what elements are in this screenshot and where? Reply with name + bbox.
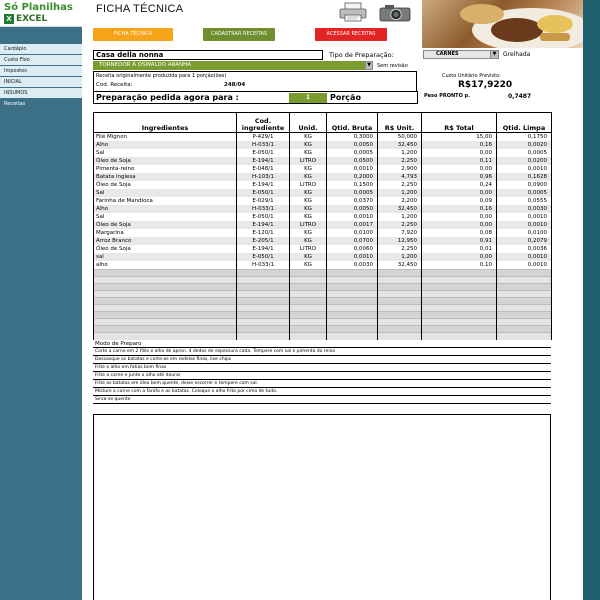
empty-cell[interactable] [497, 291, 552, 298]
empty-cell[interactable] [327, 305, 378, 312]
cell-rs-unit[interactable]: 2,250 [378, 157, 422, 165]
cell-qtid-bruta[interactable]: 0,0010 [327, 253, 378, 261]
cell-ingrediente[interactable]: Arroz Branco [94, 237, 237, 245]
table-row[interactable] [94, 229, 552, 237]
empty-table-row[interactable] [94, 326, 552, 333]
cell-ingrediente[interactable]: Filé Mignon [94, 133, 237, 142]
table-row[interactable] [94, 253, 552, 261]
empty-table-row[interactable] [94, 277, 552, 284]
empty-cell[interactable] [290, 298, 327, 305]
empty-cell[interactable] [422, 312, 497, 319]
empty-cell[interactable] [378, 319, 422, 326]
cell-qtid-limpa[interactable]: 0,0010 [497, 253, 552, 261]
empty-cell[interactable] [378, 333, 422, 340]
cell-qtid-bruta[interactable]: 0,0700 [327, 237, 378, 245]
cell-qtid-limpa[interactable]: 0,0010 [497, 213, 552, 221]
empty-cell[interactable] [94, 284, 237, 291]
cell-qtid-bruta[interactable]: 0,0100 [327, 229, 378, 237]
prep-method-value: Grelhada [503, 51, 531, 58]
empty-cell[interactable] [497, 305, 552, 312]
cell-rs-unit[interactable]: 32,450 [378, 141, 422, 149]
cell-rs-total[interactable]: 0,00 [422, 213, 497, 221]
empty-cell[interactable] [290, 305, 327, 312]
cell-unidade[interactable]: KG [290, 261, 327, 270]
cell-rs-unit[interactable]: 2,200 [378, 197, 422, 205]
cell-qtid-limpa[interactable]: 0,0010 [497, 221, 552, 229]
empty-cell[interactable] [237, 319, 290, 326]
cell-codigo[interactable]: E-050/1 [237, 189, 290, 197]
cell-rs-total[interactable]: 0,00 [422, 189, 497, 197]
prep-method-title: Modo de Preparo [93, 340, 551, 348]
logo-text-line2 [4, 14, 47, 24]
cell-unidade[interactable]: KG [290, 205, 327, 213]
column-header-unid: Unid. [290, 113, 327, 133]
cell-codigo[interactable]: H-103/1 [237, 173, 290, 181]
cell-qtid-bruta[interactable]: 0,0060 [327, 245, 378, 253]
cell-unidade[interactable]: KG [290, 213, 327, 221]
prep-method-section [93, 340, 551, 404]
yield-label: Receita originalmente produzida para 1 porção(ões) [96, 73, 227, 79]
cell-rs-total[interactable]: 0,10 [422, 261, 497, 270]
cell-qtid-bruta[interactable]: 0,0370 [327, 197, 378, 205]
empty-cell[interactable] [237, 270, 290, 277]
empty-table-row[interactable] [94, 298, 552, 305]
empty-cell[interactable] [237, 284, 290, 291]
cell-ingrediente[interactable]: Sal [94, 189, 237, 197]
cell-ingrediente[interactable]: Óleo de Soja [94, 181, 237, 189]
table-row[interactable] [94, 213, 552, 221]
cell-codigo[interactable]: H-033/1 [237, 141, 290, 149]
cell-rs-total[interactable]: 0,00 [422, 149, 497, 157]
cell-unidade[interactable]: KG [290, 229, 327, 237]
logo-excel-label: EXCEL [16, 14, 48, 24]
cell-qtid-bruta[interactable]: 0,0050 [327, 141, 378, 149]
empty-cell[interactable] [497, 298, 552, 305]
cell-unidade[interactable]: KG [290, 149, 327, 157]
empty-cell[interactable] [378, 277, 422, 284]
cell-codigo[interactable]: E-194/1 [237, 181, 290, 189]
empty-cell[interactable] [378, 291, 422, 298]
sidebar-nav [0, 44, 82, 110]
cell-rs-unit[interactable]: 2,250 [378, 221, 422, 229]
dish-photo [422, 0, 583, 48]
logo-text-line1: Só Planilhas [4, 2, 73, 13]
cell-qtid-bruta[interactable]: 0,0005 [327, 189, 378, 197]
unit-cost-label: Custo Unitário Previsto: [442, 73, 501, 79]
column-header-qtid-limpa: Qtid. Limpa [497, 113, 552, 133]
ficha-tecnica-button[interactable]: FICHA TÉCNICA [93, 28, 173, 41]
cell-qtid-limpa[interactable]: 0,1750 [497, 133, 552, 142]
empty-cell[interactable] [327, 326, 378, 333]
cell-codigo[interactable]: E-050/1 [237, 253, 290, 261]
empty-cell[interactable] [290, 277, 327, 284]
table-row[interactable] [94, 261, 552, 270]
portion-label: Porção [330, 93, 361, 102]
sidebar-item-receitas[interactable]: Receitas [0, 99, 82, 110]
empty-cell[interactable] [327, 277, 378, 284]
table-row[interactable] [94, 237, 552, 245]
cell-qtid-limpa[interactable]: 0,0030 [497, 205, 552, 213]
empty-cell[interactable] [327, 312, 378, 319]
cell-codigo[interactable]: E-050/1 [237, 213, 290, 221]
review-note: Sem revisão [377, 63, 408, 69]
cell-unidade[interactable]: KG [290, 165, 327, 173]
cell-unidade[interactable]: LITRO [290, 221, 327, 229]
empty-cell[interactable] [290, 312, 327, 319]
empty-cell[interactable] [237, 298, 290, 305]
cell-qtid-bruta[interactable]: 0,0010 [327, 213, 378, 221]
empty-cell[interactable] [378, 305, 422, 312]
empty-cell[interactable] [290, 270, 327, 277]
cell-ingrediente[interactable]: Pimenta-reino [94, 165, 237, 173]
empty-cell[interactable] [237, 291, 290, 298]
cell-codigo[interactable]: H-033/1 [237, 205, 290, 213]
empty-cell[interactable] [378, 326, 422, 333]
cell-unidade[interactable]: KG [290, 189, 327, 197]
cell-qtid-limpa[interactable]: 0,1628 [497, 173, 552, 181]
cell-qtid-limpa[interactable]: 0,0010 [497, 165, 552, 173]
cell-unidade[interactable]: KG [290, 133, 327, 142]
cell-rs-total[interactable]: 0,16 [422, 205, 497, 213]
acessar-receitas-button[interactable]: ACESSAR RECEITAS [315, 28, 387, 41]
empty-cell[interactable] [422, 305, 497, 312]
cell-rs-total[interactable]: 15,00 [422, 133, 497, 142]
cell-qtid-limpa[interactable]: 0,0005 [497, 149, 552, 157]
unit-cost-value: R$17,9220 [458, 80, 513, 90]
cell-qtid-limpa[interactable]: 0,0036 [497, 245, 552, 253]
empty-cell[interactable] [237, 277, 290, 284]
prep-step[interactable]: Frite o alho em fatias bem finas [93, 364, 551, 372]
cell-ingrediente[interactable]: sal [94, 253, 237, 261]
prep-step[interactable]: Frite as batatas em óleo bem quente, deixe escorrer e tempere com sal. [93, 380, 551, 388]
empty-cell[interactable] [378, 298, 422, 305]
cell-rs-total[interactable]: 0,96 [422, 173, 497, 181]
ready-weight-value: 0,7487 [508, 93, 532, 100]
cell-codigo[interactable]: E-050/1 [237, 149, 290, 157]
page-title: FICHA TÉCNICA [96, 3, 184, 15]
cell-qtid-bruta[interactable]: 0,0017 [327, 221, 378, 229]
empty-cell[interactable] [237, 312, 290, 319]
prep-step[interactable]: Frite a carne e junte o alho até dourar [93, 372, 551, 380]
table-row[interactable] [94, 149, 552, 157]
empty-cell[interactable] [497, 319, 552, 326]
empty-cell[interactable] [94, 326, 237, 333]
cell-rs-total[interactable]: 0,11 [422, 157, 497, 165]
cell-qtid-bruta[interactable]: 0,0010 [327, 165, 378, 173]
table-row[interactable] [94, 173, 552, 181]
empty-cell[interactable] [290, 291, 327, 298]
chevron-down-icon[interactable]: ▼ [490, 50, 499, 59]
empty-cell[interactable] [94, 291, 237, 298]
cell-unidade[interactable]: LITRO [290, 181, 327, 189]
cell-qtid-limpa[interactable]: 0,0555 [497, 197, 552, 205]
empty-table-row[interactable] [94, 291, 552, 298]
empty-cell[interactable] [327, 319, 378, 326]
empty-cell[interactable] [94, 319, 237, 326]
prep-type-select[interactable]: CARNES [423, 50, 499, 59]
cell-qtid-limpa[interactable]: 0,0010 [497, 261, 552, 270]
cell-ingrediente[interactable]: alho [94, 261, 237, 270]
cadastrar-receitas-button[interactable]: CADASTRAR RECEITAS [203, 28, 275, 41]
column-header-qtid-bruta: Qtid. Bruta [327, 113, 378, 133]
cell-qtid-bruta[interactable]: 0,0005 [327, 149, 378, 157]
sidebar-item-inicial[interactable]: INICIAL [0, 77, 82, 88]
sidebar-item-impostos[interactable]: Impostos [0, 66, 82, 77]
empty-cell[interactable] [94, 312, 237, 319]
excel-icon: X [4, 14, 14, 24]
empty-table-row[interactable] [94, 284, 552, 291]
cell-rs-unit[interactable]: 4,793 [378, 173, 422, 181]
cell-codigo[interactable]: E-194/1 [237, 221, 290, 229]
table-row[interactable] [94, 157, 552, 165]
cost-box [424, 71, 551, 93]
empty-cell[interactable] [290, 319, 327, 326]
recipe-name-field[interactable]: Casa della nonna [93, 50, 323, 60]
cell-rs-unit[interactable]: 1,200 [378, 213, 422, 221]
empty-cell[interactable] [94, 298, 237, 305]
action-bar [82, 27, 422, 47]
empty-cell[interactable] [94, 333, 237, 340]
cell-ingrediente[interactable]: Sal [94, 149, 237, 157]
sidebar-item-cardapio[interactable]: Cardápio [0, 44, 82, 55]
table-row[interactable] [94, 205, 552, 213]
cell-unidade[interactable]: KG [290, 173, 327, 181]
order-label: Preparação pedida agora para : [96, 93, 239, 102]
cell-unidade[interactable]: KG [290, 237, 327, 245]
cell-rs-unit[interactable]: 32,450 [378, 205, 422, 213]
recipe-code-value: 248/04 [224, 82, 246, 88]
column-header-rs-unit: R$ Unit. [378, 113, 422, 133]
cell-unidade[interactable]: LITRO [290, 157, 327, 165]
prep-step[interactable]: Sirva-se quente [93, 396, 551, 404]
order-row [93, 91, 418, 104]
app-logo [0, 0, 82, 27]
cell-qtid-bruta[interactable]: 0,2000 [327, 173, 378, 181]
cell-ingrediente[interactable]: Alho [94, 205, 237, 213]
empty-cell[interactable] [94, 270, 237, 277]
sidebar-item-insumos[interactable]: INSUMOS [0, 88, 82, 99]
cell-rs-total[interactable]: 0,08 [422, 229, 497, 237]
table-row[interactable] [94, 245, 552, 253]
cell-rs-total[interactable]: 0,24 [422, 181, 497, 189]
notes-area[interactable] [93, 414, 551, 600]
empty-cell[interactable] [422, 333, 497, 340]
empty-cell[interactable] [497, 333, 552, 340]
empty-cell[interactable] [422, 326, 497, 333]
order-quantity-input[interactable]: 1 [289, 93, 327, 103]
cell-rs-total[interactable]: 0,00 [422, 165, 497, 173]
empty-cell[interactable] [94, 277, 237, 284]
cell-ingrediente[interactable]: Batata inglesa [94, 173, 237, 181]
cell-qtid-limpa[interactable]: 0,0020 [497, 141, 552, 149]
cell-qtid-limpa[interactable]: 0,0900 [497, 181, 552, 189]
empty-table-row[interactable] [94, 305, 552, 312]
cell-ingrediente[interactable]: Farinha de Mandioca [94, 197, 237, 205]
cell-ingrediente[interactable]: Alho [94, 141, 237, 149]
cell-ingrediente[interactable]: Sal [94, 213, 237, 221]
empty-cell[interactable] [422, 277, 497, 284]
table-row[interactable] [94, 197, 552, 205]
cell-qtid-bruta[interactable]: 0,1500 [327, 181, 378, 189]
cell-codigo[interactable]: H-033/1 [237, 261, 290, 270]
empty-cell[interactable] [422, 319, 497, 326]
column-header-cod: Cod. ingrediente [237, 113, 290, 133]
cell-ingrediente[interactable]: Óleo de Soja [94, 221, 237, 229]
cell-codigo[interactable]: E-120/1 [237, 229, 290, 237]
empty-cell[interactable] [422, 291, 497, 298]
prep-step[interactable]: Descasque as batatas e corte-as em rodelas finas, lixe chips [93, 356, 551, 364]
cell-rs-unit[interactable]: 50,000 [378, 133, 422, 142]
empty-cell[interactable] [497, 277, 552, 284]
prep-step[interactable]: Corte a carne em 2 filés e alho de apron. 4 dedos de espessura cada. Tempere com sal e pimenta do reino [93, 348, 551, 356]
cell-qtid-limpa[interactable]: 0,0005 [497, 189, 552, 197]
cell-unidade[interactable]: LITRO [290, 245, 327, 253]
column-header-ingredientes: Ingredientes [94, 113, 237, 133]
cell-unidade[interactable]: KG [290, 197, 327, 205]
table-row[interactable] [94, 189, 552, 197]
empty-cell[interactable] [422, 298, 497, 305]
chevron-down-icon[interactable]: ▼ [365, 61, 373, 70]
cell-rs-unit[interactable]: 7,920 [378, 229, 422, 237]
cell-codigo[interactable]: P-429/1 [237, 133, 290, 142]
cell-qtid-limpa[interactable]: 0,2079 [497, 237, 552, 245]
empty-cell[interactable] [378, 312, 422, 319]
cell-qtid-bruta[interactable]: 0,0500 [327, 157, 378, 165]
empty-cell[interactable] [237, 333, 290, 340]
table-row[interactable] [94, 141, 552, 149]
cell-unidade[interactable]: KG [290, 141, 327, 149]
cell-qtid-bruta[interactable]: 0,0030 [327, 261, 378, 270]
cell-codigo[interactable]: E-048/1 [237, 165, 290, 173]
cell-unidade[interactable]: KG [290, 253, 327, 261]
empty-cell[interactable] [327, 291, 378, 298]
cell-codigo[interactable]: E-194/1 [237, 157, 290, 165]
cell-rs-unit[interactable]: 2,250 [378, 245, 422, 253]
column-header-rs-total: R$ Total [422, 113, 497, 133]
cell-qtid-bruta[interactable]: 0,3000 [327, 133, 378, 142]
empty-cell[interactable] [378, 284, 422, 291]
printer-icon[interactable] [339, 2, 367, 22]
table-header-row [94, 113, 552, 133]
prep-type-label: Tipo de Preparação: [329, 51, 394, 59]
recipe-code-label: Cod. Receita: [96, 82, 133, 88]
empty-cell[interactable] [327, 270, 378, 277]
right-panel [583, 0, 600, 600]
camera-icon[interactable] [379, 4, 411, 22]
cell-rs-total[interactable]: 0,01 [422, 245, 497, 253]
cell-codigo[interactable]: E-194/1 [237, 245, 290, 253]
empty-cell[interactable] [290, 284, 327, 291]
empty-table-row[interactable] [94, 312, 552, 319]
empty-cell[interactable] [237, 326, 290, 333]
table-row[interactable] [94, 133, 552, 142]
page-header [82, 0, 583, 27]
empty-cell[interactable] [327, 333, 378, 340]
empty-cell[interactable] [290, 326, 327, 333]
cell-rs-unit[interactable]: 1,200 [378, 253, 422, 261]
cell-qtid-bruta[interactable]: 0,0050 [327, 205, 378, 213]
table-row[interactable] [94, 165, 552, 173]
empty-cell[interactable] [497, 270, 552, 277]
cell-rs-total[interactable]: 0,16 [422, 141, 497, 149]
prep-step[interactable]: Misture a carne com a farofa e as batatas. Coloque o alho frito por cima de tudo. [93, 388, 551, 396]
table-row[interactable] [94, 181, 552, 189]
cell-codigo[interactable]: E-205/1 [237, 237, 290, 245]
empty-table-row[interactable] [94, 270, 552, 277]
empty-cell[interactable] [290, 333, 327, 340]
empty-cell[interactable] [497, 312, 552, 319]
empty-table-row[interactable] [94, 333, 552, 340]
left-panel [0, 0, 82, 600]
cell-rs-unit[interactable]: 32,450 [378, 261, 422, 270]
empty-cell[interactable] [327, 284, 378, 291]
empty-cell[interactable] [327, 298, 378, 305]
cell-ingrediente[interactable]: Óleo de Soja [94, 157, 237, 165]
empty-cell[interactable] [237, 305, 290, 312]
empty-cell[interactable] [422, 284, 497, 291]
cell-rs-unit[interactable]: 2,900 [378, 165, 422, 173]
cell-rs-unit[interactable]: 1,200 [378, 149, 422, 157]
empty-cell[interactable] [497, 326, 552, 333]
cell-rs-total[interactable]: 0,09 [422, 197, 497, 205]
ready-weight-label: Peso PRONTO p. [424, 93, 471, 99]
cell-qtid-limpa[interactable]: 0,0200 [497, 157, 552, 165]
dish-photo-art [422, 0, 583, 48]
ingredients-table [93, 112, 552, 340]
empty-cell[interactable] [378, 270, 422, 277]
cell-rs-unit[interactable]: 12,950 [378, 237, 422, 245]
empty-cell[interactable] [422, 270, 497, 277]
cell-ingrediente[interactable]: Margarina [94, 229, 237, 237]
cell-rs-unit[interactable]: 1,200 [378, 189, 422, 197]
cell-rs-total[interactable]: 0,91 [422, 237, 497, 245]
empty-table-row[interactable] [94, 319, 552, 326]
empty-cell[interactable] [497, 284, 552, 291]
empty-cell[interactable] [94, 305, 237, 312]
sidebar-item-custo-fixo[interactable]: Custo Fixo [0, 55, 82, 66]
ingredients-table-body [94, 133, 552, 340]
cell-ingrediente[interactable]: Óleo de Soja [94, 245, 237, 253]
chef-select[interactable]: TORNEDOR À OSWALDO ARANHA [93, 61, 365, 70]
cell-rs-total[interactable]: 0,00 [422, 221, 497, 229]
table-row[interactable] [94, 221, 552, 229]
cell-rs-unit[interactable]: 2,250 [378, 181, 422, 189]
cell-rs-total[interactable]: 0,00 [422, 253, 497, 261]
cell-codigo[interactable]: E-029/1 [237, 197, 290, 205]
cell-qtid-limpa[interactable]: 0,0100 [497, 229, 552, 237]
